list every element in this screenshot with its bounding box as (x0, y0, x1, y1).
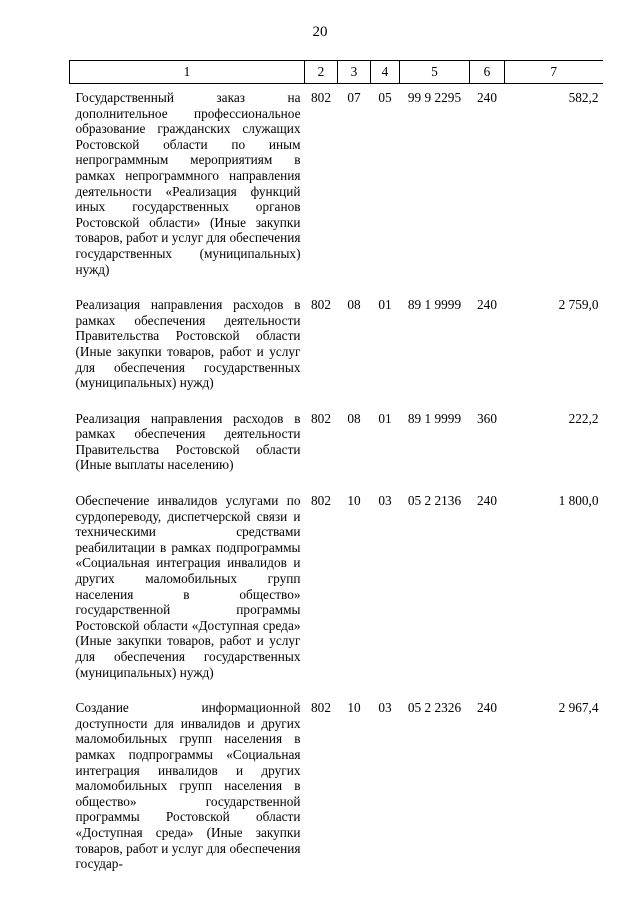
page-number: 20 (312, 24, 328, 40)
row-subsection: 03 (378, 493, 392, 509)
row-ministry: 802 (311, 700, 331, 716)
row-section: 10 (347, 493, 361, 509)
table-row (70, 291, 603, 405)
row-subsection: 01 (378, 297, 392, 313)
row-name: Создание информационной доступности для инвалидов и других маломобильных групп населения в рамках подпрограммы «Социальная интеграция инвалидов и других маломобильных групп населения в общество» государственной программы Ростовской области «Доступная среда» (Иные закупки товаров, работ и услуг для обеспечения государ- (75, 700, 301, 872)
table-row (70, 84, 603, 292)
row-ministry: 802 (311, 410, 331, 426)
row-ministry: 802 (311, 297, 331, 313)
row-expense: 360 (477, 410, 497, 426)
row-amount: 2 759,0 (558, 297, 599, 313)
table-row (70, 405, 603, 487)
row-target: 05 2 2136 (407, 493, 462, 509)
row-ministry: 802 (311, 90, 331, 105)
row-name: Обеспечение инвалидов услугами по сурдопереводу, диспетчерской связи и техническими средствами реабилитации в рамках подпрограммы «Социальная интеграция инвалидов и других маломобильных групп населения в общество» государственной программы Ростовской области «Доступная среда» (Иные закупки товаров, работ и услуг для обеспечения государственных (муниципальных) нужд) (75, 493, 301, 680)
row-expense: 240 (477, 493, 497, 509)
column-header-expense: 6 (470, 61, 505, 84)
table-row (70, 487, 603, 694)
column-header-ministry: 2 (305, 61, 338, 84)
column-header-subsection: 4 (371, 61, 400, 84)
row-amount: 2 967,4 (558, 700, 599, 716)
column-header-section: 3 (338, 61, 371, 84)
row-target: 99 9 2295 (407, 90, 462, 105)
row-section: 08 (347, 297, 361, 313)
row-name: Реализация направления расходов в рамках обеспечения деятельности Правительства Ростовской области (Иные выплаты населению) (75, 410, 301, 473)
row-target: 89 1 9999 (407, 410, 462, 426)
row-target: 89 1 9999 (407, 297, 462, 313)
row-section: 10 (347, 700, 361, 716)
table-header (70, 61, 603, 84)
column-header-amount: 7 (505, 61, 603, 84)
row-expense: 240 (477, 700, 497, 716)
header-row (70, 61, 603, 84)
budget-table (69, 60, 603, 886)
row-name: Государственный заказ на дополнительное профессиональное образование гражданских служащих Ростовской области по иным непрограммным мероприятиям в рамках непрограммного направления деятельности «Реализация функций иных государственных органов Ростовской области» (Иные закупки товаров, работ и услуг для обеспечения государственных (муниципальных) нужд) (75, 90, 301, 277)
row-target: 05 2 2326 (407, 700, 462, 716)
row-section: 08 (347, 410, 361, 426)
row-expense: 240 (477, 297, 497, 313)
row-expense: 240 (477, 90, 497, 105)
row-amount: 222,2 (568, 410, 599, 426)
column-header-name: 1 (70, 61, 305, 84)
row-section: 07 (347, 90, 361, 105)
row-amount: 1 800,0 (558, 493, 599, 509)
row-subsection: 05 (378, 90, 392, 105)
row-subsection: 03 (378, 700, 392, 716)
row-ministry: 802 (311, 493, 331, 509)
row-name: Реализация направления расходов в рамках обеспечения деятельности Правительства Ростовской области (Иные закупки товаров, работ и услуг для обеспечения государственных (муниципальных) нужд) (75, 297, 301, 391)
row-amount: 582,2 (568, 90, 599, 105)
column-header-target: 5 (400, 61, 470, 84)
table-row (70, 694, 603, 886)
row-subsection: 01 (378, 410, 392, 426)
table-body (70, 84, 603, 886)
